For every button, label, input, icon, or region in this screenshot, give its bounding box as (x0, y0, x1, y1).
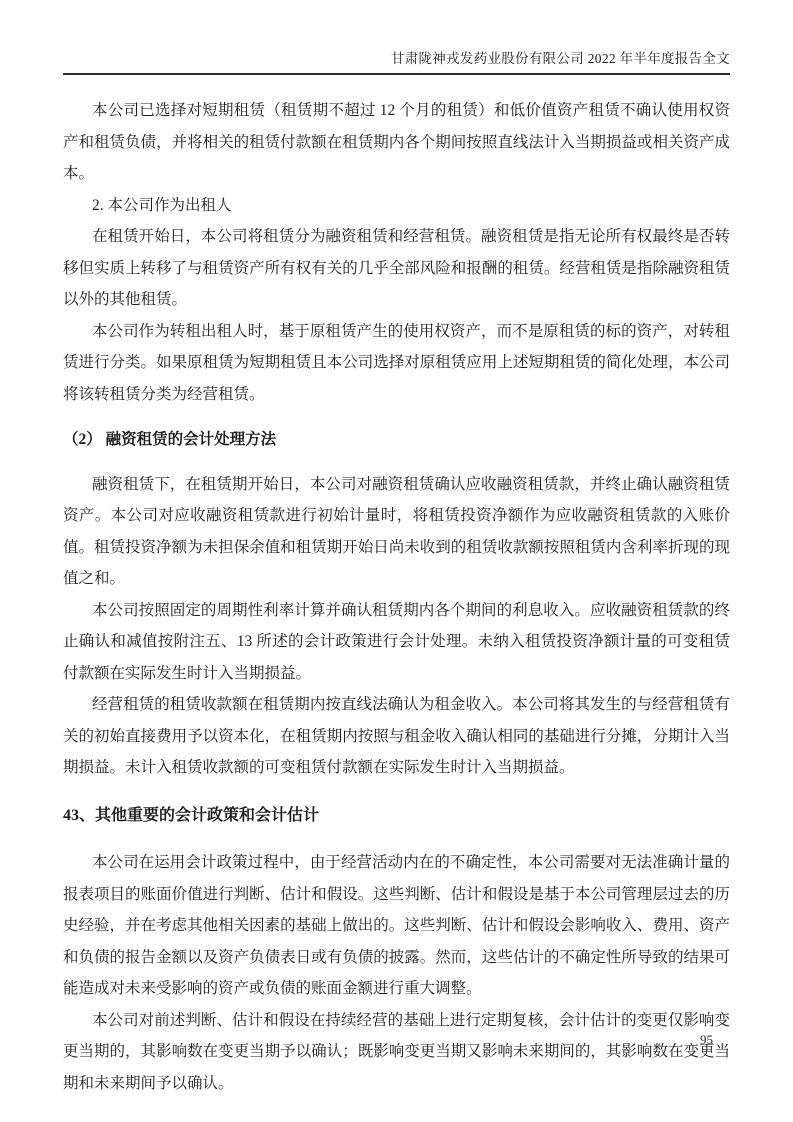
paragraph-finance-lease-initial: 融资租赁下，在租赁期开始日，本公司对融资租赁确认应收融资租赁款，并终止确认融资租赁资产。本公司对应收融资租赁款进行初始计量时，将租赁投资净额作为应收融资租赁款的入账价值。租赁投资净额为未担保余值和租赁期开始日尚未收到的租赁收款额按照租赁内含利率折现的现值之和。 (63, 475, 730, 587)
paragraph-lease-classification: 在租赁开始日，本公司将租赁分为融资租赁和经营租赁。融资租赁是指无论所有权最终是否转移但实质上转移了与租赁资产所有权有关的几乎全部风险和报酬的租赁。经营租赁是指除融资租赁以外的其他租赁。 (63, 228, 730, 308)
paragraph-short-term-lease: 本公司已选择对短期租赁（租赁期不超过 12 个月的租赁）和低价值资产租赁不确认使用权资产和租赁负债，并将相关的租赁付款额在租赁期内各个期间按照直线法计入当期损益或相关资产成本。 (63, 102, 730, 182)
paragraph-estimates-judgments: 本公司在运用会计政策过程中，由于经营活动内在的不确定性，本公司需要对无法准确计量的报表项目的账面价值进行判断、估计和假设。这些判断、估计和假设是基于本公司管理层过去的历史经验，并在考虑其他相关因素的基础上做出的。这些判断、估计和假设会影响收入、费用、资产和负债的报告金额以及资产负债表日或有负债的披露。然而，这些估计的不确定性所导致的结果可能造成对未来受影响的资产或负债的账面金额进行重大调整。 (63, 854, 730, 997)
paragraph-operating-lease-income: 经营租赁的租赁收款额在租赁期内按直线法确认为租金收入。本公司将其发生的与经营租赁有关的初始直接费用予以资本化，在租赁期内按照与租金收入确认相同的基础进行分摊，分期计入当期损益。未计入租赁收款额的可变租赁付款额在实际发生时计入当期损益。 (63, 696, 730, 776)
paragraph-interest-income: 本公司按照固定的周期性利率计算并确认租赁期内各个期间的利息收入。应收融资租赁款的终止确认和减值按附注五、13 所述的会计政策进行会计处理。未纳入租赁投资净额计量的可变租赁付款额在实际发生时计入当期损益。 (63, 601, 730, 682)
page-number: 95 (700, 1032, 713, 1047)
section-heading-43-other-policies: 43、其他重要的会计政策和会计估计 (63, 806, 320, 824)
document-body (63, 95, 730, 1099)
paragraph-sublease: 本公司作为转租出租人时，基于原租赁产生的使用权资产，而不是原租赁的标的资产，对转租赁进行分类。如果原租赁为短期租赁且本公司选择对原租赁应用上述短期租赁的简化处理，本公司将该转租赁分类为经营租赁。 (63, 322, 730, 403)
paragraph-periodic-review: 本公司对前述判断、估计和假设在持续经营的基础上进行定期复核，会计估计的变更仅影响变更当期的，其影响数在变更当期予以确认；既影响变更当期又影响未来期间的，其影响数在变更当期和未来期间予以确认。 (63, 1011, 730, 1092)
sub-heading-finance-lease-accounting: （2） 融资租赁的会计处理方法 (63, 431, 277, 448)
header-title: 甘肃陇神戎发药业股份有限公司 2022 年半年度报告全文 (390, 51, 730, 66)
page-header (63, 50, 730, 75)
list-item-lessor: 2. 本公司作为出租人 (92, 196, 232, 214)
